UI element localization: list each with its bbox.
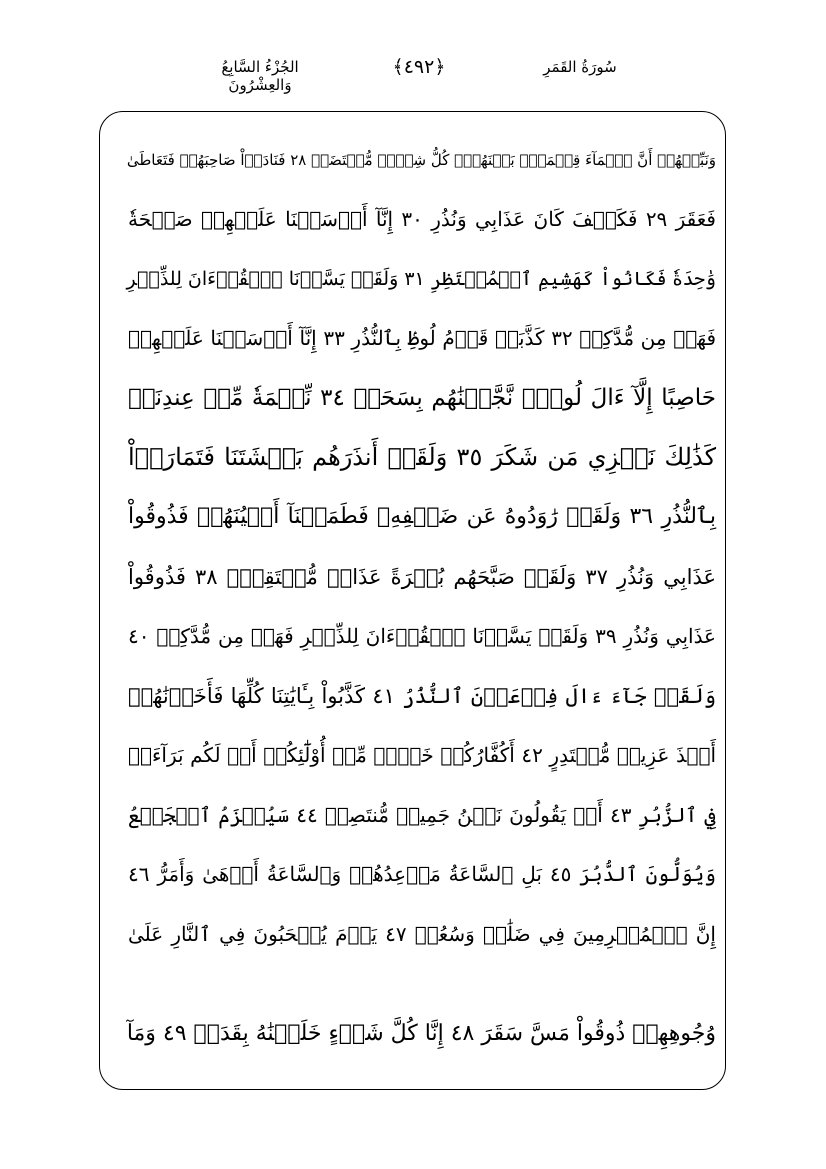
page-header <box>190 50 630 94</box>
text-line: فَعَقَرَ ٢٩ فَكَيۡفَ كَانَ عَذَابِي وَنُذُرِ ٣٠ إِنَّآ أَرۡسَلۡنَا عَلَيۡهِمۡ صَيۡحَةٗ <box>128 207 716 231</box>
text-line: وَيُوَلُّونَ ٱلدُّبُرَ ٤٥ بَلِ ٱلسَّاعَةُ مَوۡعِدُهُمۡ وَٱلسَّاعَةُ أَدۡهَىٰ وَأَمَرُّ ٤٦ <box>128 862 716 886</box>
text-line: وَنَبِّئۡهُمۡ أَنَّ ٱلۡمَآءَ قِسۡمَةُۢ بَيۡنَهُمۡۖ كُلُّ شِرۡبٖ مُّحۡتَضَرٞ ٢٨ فَنَادَوۡاْ صَاحِبَهُمۡ فَتَعَاطَىٰ <box>126 151 716 169</box>
text-line: وُجُوهِهِمۡ ذُوقُواْ مَسَّ سَقَرَ ٤٨ إِنَّا كُلَّ شَيۡءٍ خَلَقۡنَٰهُ بِقَدَرٖ ٤٩ وَمَآ <box>126 1021 716 1046</box>
surah-title: سُورَةُ القَمَرِ <box>543 58 617 76</box>
text-line: عَذَابِي وَنُذُرِ ٣٧ وَلَقَدۡ صَبَّحَهُم بُكۡرَةً عَذَابٞ مُّسۡتَقِرّٞ ٣٨ فَذُوقُواْ <box>128 565 716 589</box>
text-line: إِنَّ ٱلۡمُجۡرِمِينَ فِي ضَلَٰلٖ وَسُعُرٖ ٤٧ يَوۡمَ يُسۡحَبُونَ فِي ٱلنَّارِ عَلَىٰ <box>128 922 716 946</box>
text-line: كَذَٰلِكَ نَجۡزِي مَن شَكَرَ ٣٥ وَلَقَدۡ أَنذَرَهُم بَطۡشَتَنَا فَتَمَارَوۡاْ <box>128 443 716 471</box>
text-line: حَاصِبًا إِلَّآ ءَالَ لُوطٖۖ نَّجَّيۡنَٰهُم بِسَحَرٖ ٣٤ نِّعۡمَةٗ مِّنۡ عِندِنَاۚ <box>128 385 716 411</box>
page-number: ﴿٤٩٢﴾ <box>392 56 446 78</box>
text-line: بِٱلنُّذُرِ ٣٦ وَلَقَدۡ رَٰوَدُوهُ عَن ضَيۡفِهِۦ فَطَمَسۡنَآ أَعۡيُنَهُمۡ فَذُوقُواْ <box>128 504 716 529</box>
text-line: وَٰحِدَةٗ فَكَانُواْ كَهَشِيمِ ٱلۡمُحۡتَظِرِ ٣١ وَلَقَدۡ يَسَّرۡنَا ٱلۡقُرۡءَانَ لِلذِّكۡرِ <box>126 268 716 290</box>
text-line: فَهَلۡ مِن مُّدَّكِرٖ ٣٢ كَذَّبَتۡ قَوۡمُ لُوطِۢ بِٱلنُّذُرِ ٣٣ إِنَّآ أَرۡسَلۡنَا عَلَيۡهِمۡ <box>128 326 716 350</box>
juz-title: الجُزْءُ السَّابِعُ وَالعِشْرُونَ <box>221 58 299 94</box>
text-line: وَلَقَدۡ جَآءَ ءَالَ فِرۡعَوۡنَ ٱلنُّذُرُ ٤١ كَذَّبُواْ بِـَٔايَٰتِنَا كُلِّهَا فَأَخَذۡنَٰهُمۡ <box>128 684 716 708</box>
text-line: عَذَابِي وَنُذُرِ ٣٩ وَلَقَدۡ يَسَّرۡنَا ٱلۡقُرۡءَانَ لِلذِّكۡرِ فَهَلۡ مِن مُّدَّكِرٖ ٤٠ <box>128 624 716 648</box>
text-line: أَخۡذَ عَزِيزٖ مُّقۡتَدِرٍ ٤٢ أَكُفَّارُكُمۡ خَيۡرٞ مِّنۡ أُوْلَٰٓئِكُمۡ أَمۡ لَكُم بَرَآءَةٞ <box>128 743 717 767</box>
text-line: فِي ٱلزُّبُرِ ٤٣ أَمۡ يَقُولُونَ نَحۡنُ جَمِيعٞ مُّنتَصِرٞ ٤٤ سَيُهۡزَمُ ٱلۡجَمۡعُ <box>128 803 716 827</box>
